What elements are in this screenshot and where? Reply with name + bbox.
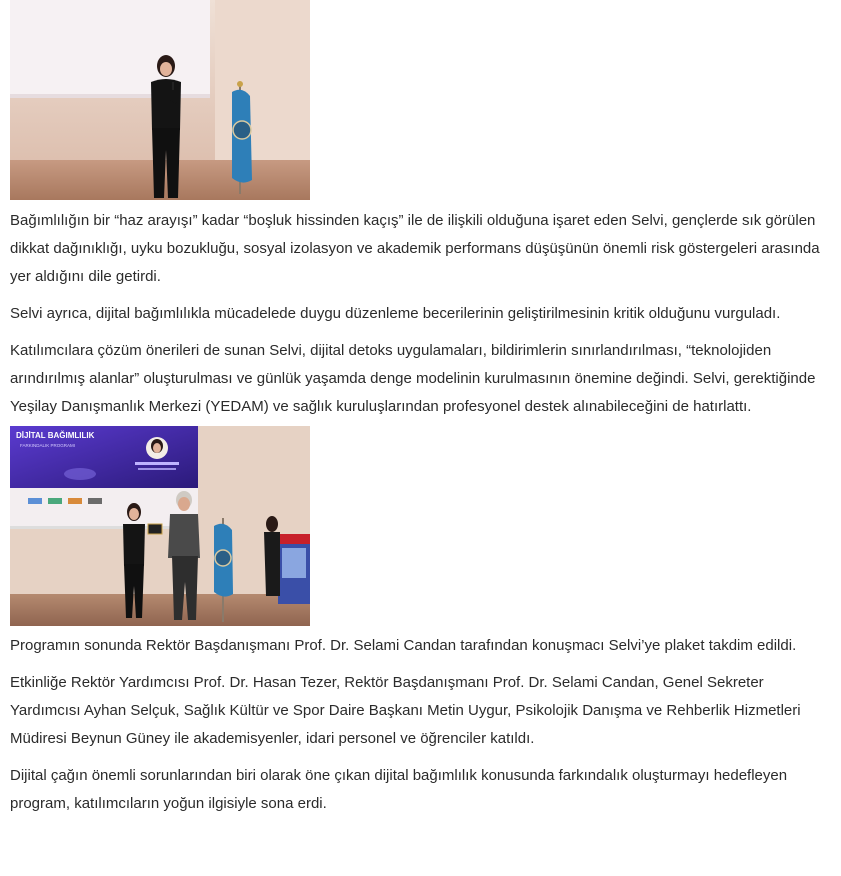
screen-subtitle-text: FARKINDALIK PROGRAMI	[20, 443, 76, 448]
paragraph-attendees: Etkinliğe Rektör Yardımcısı Prof. Dr. Hasan Tezer, Rektör Başdanışmanı Prof. Dr. Selami Candan, Genel Sekreter Yardımcısı Ayhan Selçuk, Sağlık Kültür ve Spor Daire Başkanı Metin Uygur, Psikolojik Danışma ve Rehberlik Hizmetleri Müdiresi Beynun Güney ile akademisyenler, idari personel ve öğrenciler katıldı.	[10, 674, 801, 747]
paragraph-closing: Dijital çağın önemli sorunlarından biri olarak öne çıkan dijital bağımlılık konusunda farkındalık oluşturmayı hedefleyen program, katılımcıların yoğun ilgisiyle sona erdi.	[10, 767, 788, 812]
speaker-on-stage-photo	[10, 0, 310, 200]
paragraph-risk-indicators: Bağımlılığın bir “haz arayışı” kadar “boşluk hissinden kaçış” ile de ilişkili olduğuna işaret eden Selvi, gençlerde sık görülen dikkat dağınıklığı, uyku bozukluğu, sosyal izolasyon ve akademik performans düşüşünün önemli risk göstergeleri arasında yer aldığını dile getirdi.	[10, 212, 820, 285]
screen-title-text: DİJİTAL BAĞIMLILIK	[16, 431, 95, 440]
paragraph-plaque: Programın sonunda Rektör Başdanışmanı Prof. Dr. Selami Candan tarafından konuşmacı Selvi’ye plaket takdim edildi.	[10, 637, 797, 654]
speaker-on-stage-image	[10, 0, 310, 200]
paragraph-solutions: Katılımcılara çözüm önerileri de sunan Selvi, dijital detoks uygulamaları, bildirimlerin sınırlandırılması, “teknolojiden arındırılmış alanlar” oluşturulması ve günlük yaşamda denge modelinin kurulmasının önemine değindi. Selvi, gerektiğinde Yeşilay Danışmanlık Merkezi (YEDAM) ve sağlık kuruluşlarından profesyonel destek alınabileceğini de hatırlattı.	[10, 342, 816, 415]
plaque-ceremony-photo	[10, 426, 310, 626]
article-body	[10, 0, 832, 818]
plaque-ceremony-image	[10, 426, 310, 626]
paragraph-emotion-regulation: Selvi ayrıca, dijital bağımlılıkla mücadelede duygu düzenleme becerilerinin geliştirilmesinin kritik olduğunu vurguladı.	[10, 305, 781, 322]
